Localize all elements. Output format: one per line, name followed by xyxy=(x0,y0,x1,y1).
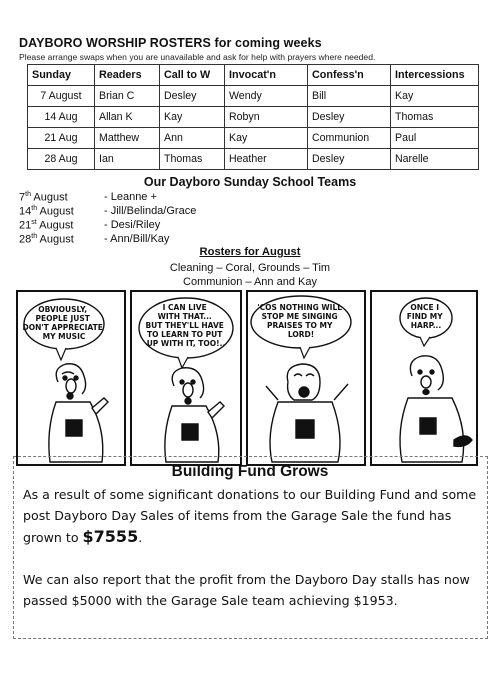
table-row xyxy=(28,149,479,170)
column-header-sunday: Sunday xyxy=(28,65,95,86)
table-cell: Desley xyxy=(160,86,225,107)
sunday-school-date: 14th August xyxy=(19,205,74,218)
table-cell: 28 Aug xyxy=(28,149,95,170)
table-cell: Desley xyxy=(308,107,391,128)
table-cell: Narelle xyxy=(391,149,479,170)
sunday-school-row xyxy=(19,191,319,205)
character-illustration xyxy=(400,356,472,462)
cleaning-roster: Cleaning – Coral, Grounds – Tim xyxy=(169,262,331,274)
page-subtitle: Please arrange swaps when you are unavailable and ask for help with prayers where needed. xyxy=(19,52,376,62)
table-cell: Kay xyxy=(225,128,308,149)
table-row xyxy=(28,107,479,128)
column-header-intercessions: Intercessions xyxy=(391,65,479,86)
table-cell: Robyn xyxy=(225,107,308,128)
sunday-school-date: 28th August xyxy=(19,233,74,246)
speech-text: ONCE I FIND MY HARP... xyxy=(406,303,443,330)
speech-text: 'COS NOTHING WILL STOP ME SINGING PRAISES TO MY LORD! xyxy=(257,303,343,339)
worship-roster-table xyxy=(27,64,479,170)
character-illustration xyxy=(49,364,108,462)
comic-panel-1 xyxy=(17,291,125,465)
table-cell: 14 Aug xyxy=(28,107,95,128)
table-cell: Desley xyxy=(308,149,391,170)
table-cell: Thomas xyxy=(391,107,479,128)
column-header-readers: Readers xyxy=(95,65,160,86)
sunday-school-row xyxy=(19,219,319,233)
page-title: DAYBORO WORSHIP ROSTERS for coming weeks xyxy=(19,36,322,50)
sunday-school-date: 7th August xyxy=(19,191,68,204)
table-cell: 21 Aug xyxy=(28,128,95,149)
sunday-school-team: - Leanne + xyxy=(104,191,157,203)
table-cell: Paul xyxy=(391,128,479,149)
table-row xyxy=(28,128,479,149)
sunday-school-row xyxy=(19,233,319,247)
table-cell: Matthew xyxy=(95,128,160,149)
character-illustration xyxy=(165,368,224,462)
character-illustration xyxy=(266,364,348,462)
table-cell: Heather xyxy=(225,149,308,170)
building-fund-paragraph-1: As a result of some significant donations to our Building Fund and some post Dayboro Day Sales of items from the Garage Sale the fund has grown to $7555. xyxy=(23,487,477,546)
table-cell: Kay xyxy=(160,107,225,128)
column-header-call-to-worship: Call to W xyxy=(160,65,225,86)
sunday-school-row xyxy=(19,205,319,219)
comic-panel-3 xyxy=(247,291,365,465)
table-cell: Thomas xyxy=(160,149,225,170)
table-cell: Kay xyxy=(391,86,479,107)
sunday-school-date: 21st August xyxy=(19,219,74,232)
august-rosters-heading: Rosters for August xyxy=(199,246,301,258)
table-cell: Bill xyxy=(308,86,391,107)
sunday-school-team: - Jill/Belinda/Grace xyxy=(104,205,197,217)
column-header-invocation: Invocat'n xyxy=(225,65,308,86)
table-cell: Ian xyxy=(95,149,160,170)
comic-panel-4 xyxy=(371,291,477,465)
comic-panel-2 xyxy=(131,291,241,465)
building-fund-paragraph-2: We can also report that the profit from the Dayboro Day stalls has now passed $5000 with the Garage Sale team achieving $1953. xyxy=(23,572,470,608)
table-header-row xyxy=(28,65,479,86)
table-cell: Communion xyxy=(308,128,391,149)
building-fund-title: Building Fund Grows xyxy=(171,463,329,480)
speech-text: OBVIOUSLY, PEOPLE JUST DON'T APPRECIATE MY MUSIC xyxy=(22,305,103,341)
fund-amount: $7555 xyxy=(82,527,139,546)
comic-strip xyxy=(16,290,479,466)
sunday-school-heading: Our Dayboro Sunday School Teams xyxy=(143,175,357,189)
speech-text: I CAN LIVE WITH THAT... BUT THEY'LL HAVE TO LEARN TO PUT UP WITH IT, TOO!.. xyxy=(145,303,226,348)
table-cell: Brian C xyxy=(95,86,160,107)
sunday-school-team: - Ann/Bill/Kay xyxy=(104,233,170,245)
table-cell: 7 August xyxy=(28,86,95,107)
sunday-school-team: - Desi/Riley xyxy=(104,219,161,231)
table-cell: Ann xyxy=(160,128,225,149)
table-row xyxy=(28,86,479,107)
table-cell: Allan K xyxy=(95,107,160,128)
table-cell: Wendy xyxy=(225,86,308,107)
column-header-confession: Confess'n xyxy=(308,65,391,86)
communion-roster: Communion – Ann and Kay xyxy=(183,276,317,288)
